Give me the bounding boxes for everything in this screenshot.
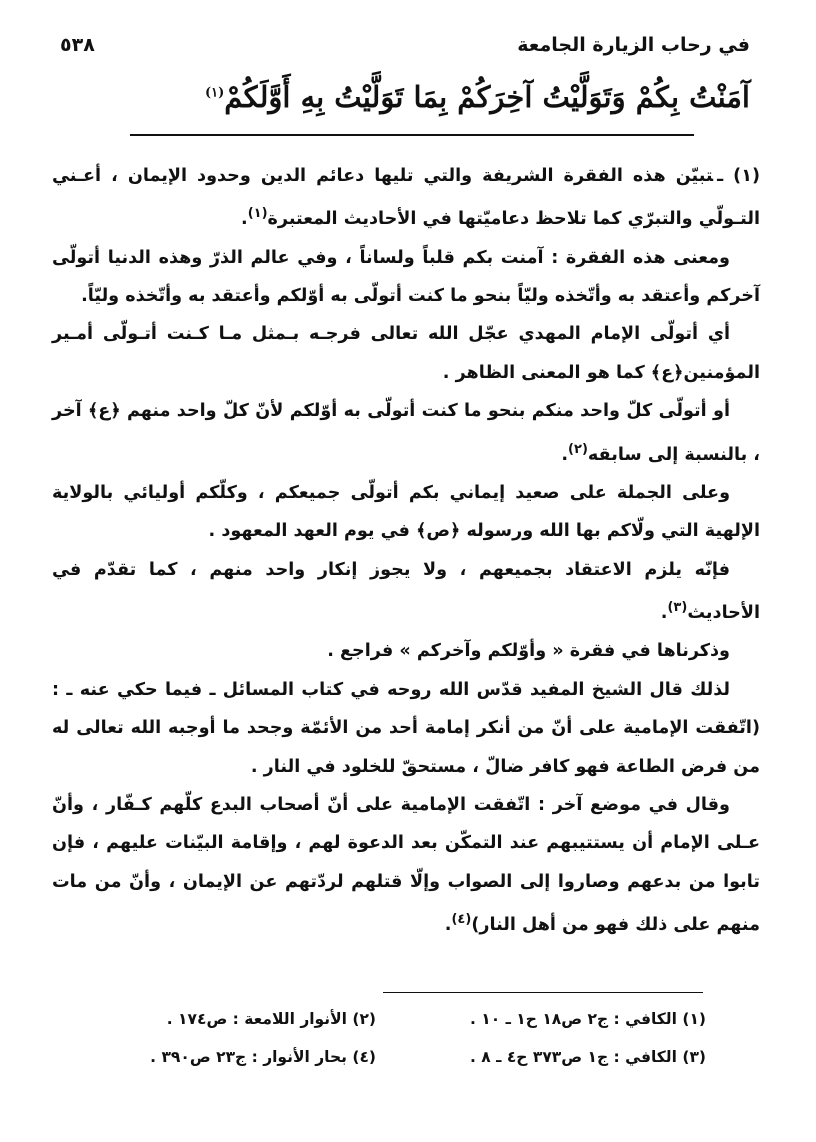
paragraph-8: لذلك قال الشيخ المفيد قدّس الله روحه في كتاب المسائل ـ فيما حكي عنه ـ : (اتّفقت الإمامية على أنّ من أنكر إمامة أحد من الأئمّة وجحد ما أوجبه الله تعالى له من فرض الطاعة فهو كافر ضالّ ، مستحقّ للخلود في النار . bbox=[52, 679, 760, 777]
footnote-ref-2: (٢) bbox=[568, 441, 588, 457]
running-title: في رحاب الزيارة الجامعة bbox=[517, 34, 750, 56]
paragraph-9: وقال في موضع آخر : اتّفقت الإمامية على أنّ أصحاب البدع كلّهم كـفّار ، وأنّ عـلى الإمام أن يستتيبهم عند التمكّن بعد الدعوة لهم ، وإقامة البيّنات عليهم ، فإن تابوا من بدعهم وصاروا إلى الصواب وإلّا قتلهم لردّتهم عن الإيمان ، وأنّ من مات منهم على ذلك فهو من أهل النار)$^{(٤)}$. bbox=[52, 795, 760, 936]
verse-text: آمَنْتُ بِكُمْ وَتَوَلَّيْتُ آخِرَكُمْ بِمَا تَوَلَّيْتُ بِهِ أَوَّلَكُمْ bbox=[224, 80, 750, 114]
verse-footnote-ref: (١) bbox=[204, 85, 225, 101]
commentary-body bbox=[52, 157, 760, 945]
paragraph-1: (١) ـتبيّن هذه الفقرة الشريفة والتي تليها دعائم الدين وحدود الإيمان ، أعـني التـولّي والتبرّي كما تلاحظ دعاميّتها في الأحاديث المعتبرة$^{(١)}$. bbox=[52, 166, 760, 230]
footnote-3: (٣) الكافي : ج١ ص٣٧٣ ح٤ ـ ٨ . bbox=[469, 1048, 706, 1066]
footnote-ref-1: (١) bbox=[247, 206, 268, 222]
paragraph-2: ومعنى هذه الفقرة : آمنت بكم قلباً ولساناً ، وفي عالم الذرّ وهذه الدنيا أتولّى آخركم وأعتقد به وأتّخذه وليّاً بنحو ما كنت أتولّى به أوّلكم وأعتقد به وأتّخذه وليّاً. bbox=[52, 247, 760, 307]
paragraph-3: أي أتولّى الإمام المهدي عجّل الله تعالى فرجـه بـمثل مـا كـنت أتـولّى أمـير المؤمنين﴿ع﴾ كما هو المعنى الظاهر . bbox=[52, 324, 760, 383]
paragraph-5: وعلى الجملة على صعيد إيماني بكم أتولّى جميعكم ، وكلّكم أوليائي بالولاية الإلهية التي ولّاكم بها الله ورسوله ﴿ص﴾ في يوم العهد المعهود . bbox=[52, 482, 760, 542]
ziyarah-verse bbox=[60, 80, 750, 126]
page-number: ٥٣٨ bbox=[60, 34, 95, 56]
footnote-4: (٤) بحار الأنوار : ج٢٣ ص٣٩٠ . bbox=[150, 1048, 376, 1066]
footnote-divider bbox=[383, 992, 703, 993]
note-number: (١) ـ bbox=[717, 166, 760, 186]
paragraph-7: وذكرناها في فقرة « وأوّلكم وآخركم » فراجع . bbox=[327, 641, 730, 662]
header-divider bbox=[130, 134, 694, 136]
footnote-2: (٢) الأنوار اللامعة : ص١٧٤ . bbox=[166, 1010, 376, 1028]
footnote-1: (١) الكافي : ج٢ ص١٨ ح١ ـ ١٠ . bbox=[469, 1010, 706, 1028]
footnote-ref-4: (٤) bbox=[451, 912, 472, 928]
paragraph-4: أو أتولّى كلّ واحد منكم بنحو ما كنت أتولّى به أوّلكم لأنّ كلّ واحد منهم ﴿ع﴾ آخر ، بالنسبة إلى سابقه$^{(٢)}$. bbox=[52, 401, 760, 465]
footnote-ref-3: (٣) bbox=[667, 600, 688, 616]
paragraph-6: فإنّه يلزم الاعتقاد بجميعهم ، ولا يجوز إنكار واحد منهم ، كما تقدّم في الأحاديث$^{(٣)}$. bbox=[52, 559, 760, 624]
running-header bbox=[60, 30, 750, 64]
